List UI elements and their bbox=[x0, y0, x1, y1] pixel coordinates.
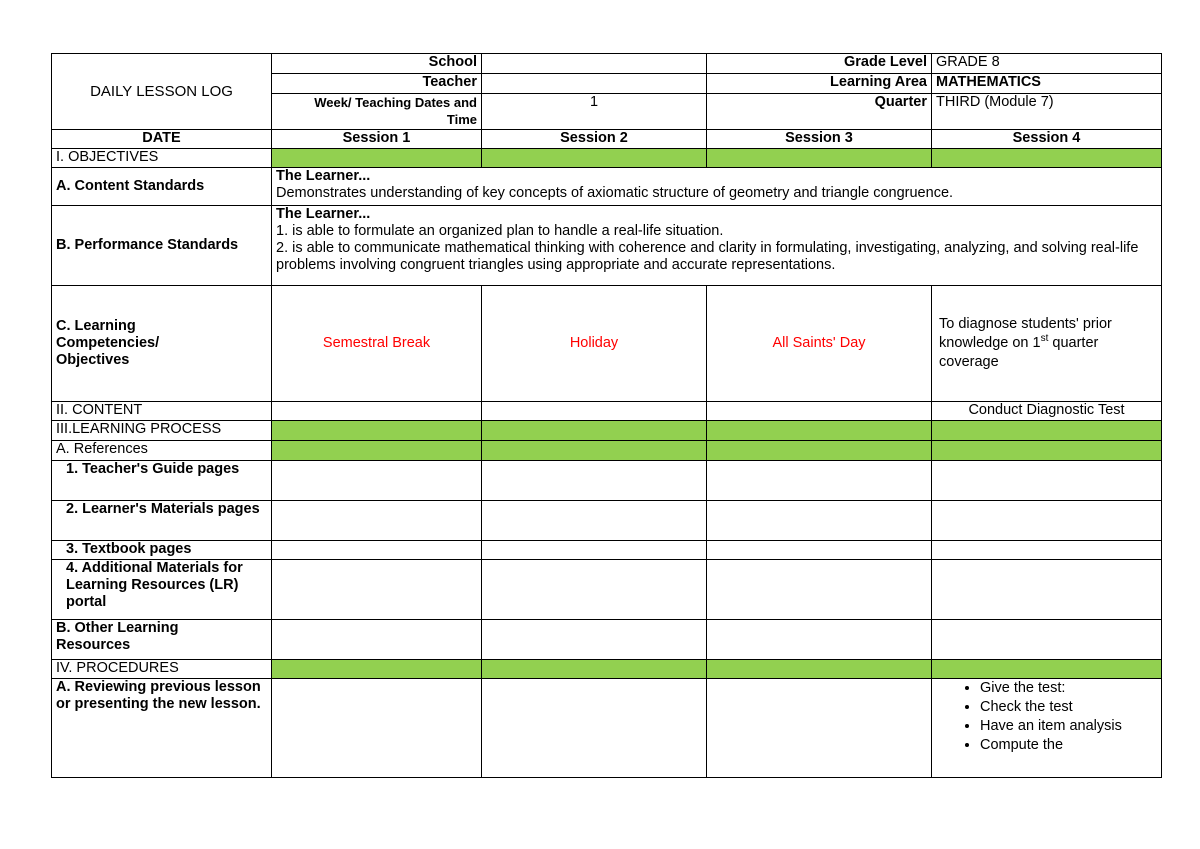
school-label: School bbox=[272, 54, 482, 74]
section-fill bbox=[932, 660, 1162, 679]
empty-cell bbox=[272, 620, 482, 660]
session-3-header: Session 3 bbox=[707, 130, 932, 149]
empty-cell bbox=[932, 501, 1162, 541]
content-standards-label: A. Content Standards bbox=[52, 168, 272, 206]
date-column-header: DATE bbox=[52, 130, 272, 149]
document-title: DAILY LESSON LOG bbox=[52, 54, 272, 130]
procedure-step-list bbox=[936, 679, 1155, 755]
section-fill bbox=[707, 149, 932, 168]
references-heading: A. References bbox=[52, 441, 272, 461]
section-fill bbox=[482, 441, 707, 461]
session-4-competency-text: To diagnose students' prior knowledge on 1 bbox=[939, 316, 1112, 351]
section-fill bbox=[272, 660, 482, 679]
learners-materials-label: 2. Learner's Materials pages bbox=[52, 501, 272, 541]
ordinal-superscript: st bbox=[1040, 333, 1049, 345]
learning-area-label: Learning Area bbox=[707, 74, 932, 94]
procedure-step: • Give the test: bbox=[980, 679, 1155, 698]
teacher-value bbox=[482, 74, 707, 94]
session-4-header: Session 4 bbox=[932, 130, 1162, 149]
empty-cell bbox=[707, 461, 932, 501]
procedure-step: • Have an item analysis bbox=[980, 717, 1155, 736]
empty-cell bbox=[932, 541, 1162, 560]
session-2-competency: Holiday bbox=[482, 286, 707, 402]
teacher-label: Teacher bbox=[272, 74, 482, 94]
content-standards-cell bbox=[272, 168, 1162, 206]
empty-cell bbox=[482, 402, 707, 421]
empty-cell bbox=[932, 461, 1162, 501]
reviewing-label: A. Reviewing previous lesson or presenting the new lesson. bbox=[52, 679, 272, 778]
empty-cell bbox=[482, 541, 707, 560]
session-3-competency: All Saints' Day bbox=[707, 286, 932, 402]
school-value bbox=[482, 54, 707, 74]
performance-standards-cell bbox=[272, 206, 1162, 286]
section-fill bbox=[272, 441, 482, 461]
session-4-competency-tail: quarter coverage bbox=[939, 335, 1099, 370]
section-fill bbox=[272, 149, 482, 168]
empty-cell bbox=[482, 560, 707, 620]
section-fill bbox=[707, 441, 932, 461]
empty-cell bbox=[482, 620, 707, 660]
section-fill bbox=[482, 421, 707, 441]
empty-cell bbox=[482, 501, 707, 541]
procedure-step: • Compute the bbox=[980, 736, 1155, 755]
quarter-label: Quarter bbox=[707, 94, 932, 130]
empty-cell bbox=[707, 560, 932, 620]
session-2-header: Session 2 bbox=[482, 130, 707, 149]
section-fill bbox=[932, 441, 1162, 461]
section-fill bbox=[482, 149, 707, 168]
other-resources-label: B. Other Learning Resources bbox=[52, 620, 272, 660]
procedures-heading: IV. PROCEDURES bbox=[52, 660, 272, 679]
performance-standards-label: B. Performance Standards bbox=[52, 206, 272, 286]
session-1-competency: Semestral Break bbox=[272, 286, 482, 402]
objectives-heading: I. OBJECTIVES bbox=[52, 149, 272, 168]
section-fill bbox=[932, 149, 1162, 168]
performance-standards-line-1: 1. is able to formulate an organized plan to handle a real-life situation. bbox=[276, 223, 724, 239]
empty-cell bbox=[707, 679, 932, 778]
textbook-label: 3. Textbook pages bbox=[52, 541, 272, 560]
empty-cell bbox=[272, 679, 482, 778]
empty-cell bbox=[707, 402, 932, 421]
empty-cell bbox=[482, 461, 707, 501]
section-fill bbox=[707, 660, 932, 679]
empty-cell bbox=[707, 620, 932, 660]
section-fill bbox=[482, 660, 707, 679]
content-standards-text: Demonstrates understanding of key concepts of axiomatic structure of geometry and triangle congruence. bbox=[276, 185, 954, 201]
empty-cell bbox=[272, 461, 482, 501]
quarter-value: THIRD (Module 7) bbox=[932, 94, 1162, 130]
teachers-guide-label: 1. Teacher's Guide pages bbox=[52, 461, 272, 501]
session-1-header: Session 1 bbox=[272, 130, 482, 149]
section-fill bbox=[932, 421, 1162, 441]
week-value: 1 bbox=[482, 94, 707, 130]
content-heading: II. CONTENT bbox=[52, 402, 272, 421]
section-fill bbox=[707, 421, 932, 441]
empty-cell bbox=[272, 402, 482, 421]
grade-level-label: Grade Level bbox=[707, 54, 932, 74]
session-4-content: Conduct Diagnostic Test bbox=[932, 402, 1162, 421]
content-standards-lead: The Learner... bbox=[276, 168, 371, 184]
empty-cell bbox=[482, 679, 707, 778]
empty-cell bbox=[272, 560, 482, 620]
learning-area-value: MATHEMATICS bbox=[932, 74, 1162, 94]
performance-standards-lead: The Learner... bbox=[276, 206, 371, 222]
learning-process-heading: III.LEARNING PROCESS bbox=[52, 421, 272, 441]
procedure-step: • Check the test bbox=[980, 698, 1155, 717]
performance-standards-line-2: 2. is able to communicate mathematical thinking with coherence and clarity in formulating, investigating, analyzing, and solving real-life problems involving congruent triangles using appropriate and accurate representations. bbox=[276, 240, 1139, 273]
empty-cell bbox=[707, 501, 932, 541]
empty-cell bbox=[932, 620, 1162, 660]
additional-materials-label: 4. Additional Materials for Learning Resources (LR) portal bbox=[52, 560, 272, 620]
session-4-competency bbox=[932, 286, 1162, 402]
session-4-procedure bbox=[932, 679, 1162, 778]
empty-cell bbox=[707, 541, 932, 560]
empty-cell bbox=[272, 541, 482, 560]
section-fill bbox=[272, 421, 482, 441]
empty-cell bbox=[932, 560, 1162, 620]
grade-level-value: GRADE 8 bbox=[932, 54, 1162, 74]
empty-cell bbox=[272, 501, 482, 541]
competencies-label: C. Learning Competencies/ Objectives bbox=[52, 286, 272, 402]
week-label: Week/ Teaching Dates and Time bbox=[272, 94, 482, 130]
daily-lesson-log-table bbox=[51, 53, 1162, 778]
